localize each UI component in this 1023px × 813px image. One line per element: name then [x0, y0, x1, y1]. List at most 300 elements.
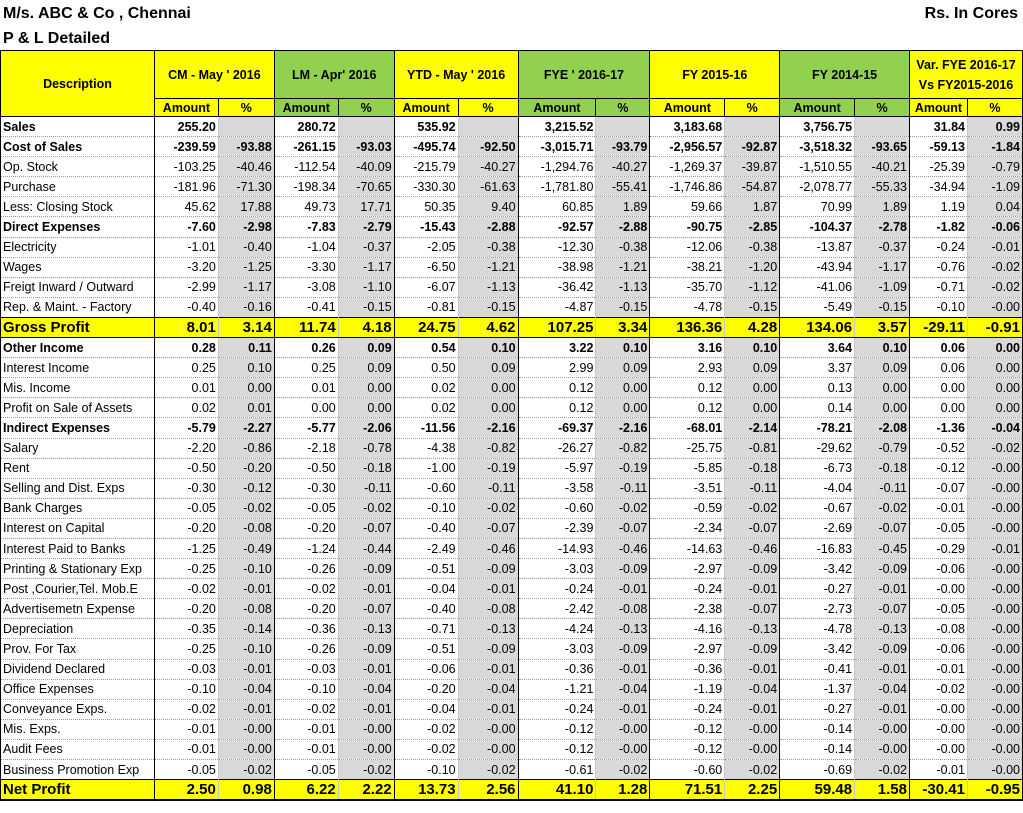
amount-cell: 0.14	[780, 398, 855, 418]
percent-cell: 0.00	[967, 358, 1022, 378]
amount-cell: -92.57	[518, 217, 596, 237]
table-row	[1, 418, 1023, 438]
table-row	[1, 137, 1023, 157]
amount-cell: 45.62	[154, 197, 218, 217]
percent-cell: -93.79	[596, 137, 650, 157]
percent-cell: -0.08	[458, 599, 518, 619]
pct-subheader: %	[855, 99, 910, 117]
percent-cell: 3.14	[218, 317, 274, 337]
percent-cell: 0.09	[725, 358, 780, 378]
percent-cell: 0.10	[596, 338, 650, 358]
amount-cell: -4.78	[780, 619, 855, 639]
percent-cell: 0.11	[218, 338, 274, 358]
table-row	[1, 317, 1023, 337]
amount-cell: -0.01	[910, 659, 968, 679]
amount-cell: -0.14	[780, 719, 855, 739]
amount-cell: -7.83	[274, 217, 338, 237]
percent-cell: -2.88	[596, 217, 650, 237]
amount-cell: 70.99	[780, 197, 855, 217]
percent-cell: 0.00	[458, 378, 518, 398]
amount-cell: -1,510.55	[780, 157, 855, 177]
row-label: Direct Expenses	[1, 217, 155, 237]
percent-cell: -0.00	[967, 699, 1022, 719]
amount-cell: -7.60	[154, 217, 218, 237]
percent-cell: -0.13	[458, 619, 518, 639]
amount-cell: -0.30	[154, 478, 218, 498]
amount-cell: 11.74	[274, 317, 338, 337]
amount-cell: -78.21	[780, 418, 855, 438]
amount-subheader: Amount	[650, 99, 725, 117]
amount-cell: -4.24	[518, 619, 596, 639]
percent-cell: -0.00	[596, 739, 650, 759]
percent-cell: -0.02	[458, 760, 518, 780]
amount-cell: 3.22	[518, 338, 596, 358]
amount-cell: 0.28	[154, 338, 218, 358]
percent-cell: -0.02	[458, 498, 518, 518]
percent-cell: -0.15	[458, 297, 518, 317]
amount-cell: -2,078.77	[780, 177, 855, 197]
percent-cell: -0.01	[218, 579, 274, 599]
amount-cell: 2.99	[518, 358, 596, 378]
amount-cell: -2.39	[518, 518, 596, 538]
percent-cell: 0.09	[458, 358, 518, 378]
amount-cell: -0.25	[154, 559, 218, 579]
percent-cell: 17.71	[338, 197, 394, 217]
amount-cell: 13.73	[394, 780, 458, 800]
amount-cell: -11.56	[394, 418, 458, 438]
percent-cell: -0.07	[338, 599, 394, 619]
percent-cell: -2.88	[458, 217, 518, 237]
amount-cell: 49.73	[274, 197, 338, 217]
table-row	[1, 217, 1023, 237]
percent-cell: -0.91	[967, 317, 1022, 337]
amount-cell: -0.10	[394, 498, 458, 518]
amount-cell: -4.04	[780, 478, 855, 498]
percent-cell: -0.00	[855, 739, 910, 759]
percent-cell: -0.13	[338, 619, 394, 639]
amount-cell: -0.60	[650, 760, 725, 780]
percent-cell: -2.16	[458, 418, 518, 438]
percent-cell: -1.84	[967, 137, 1022, 157]
table-row	[1, 498, 1023, 518]
percent-cell: -0.02	[338, 498, 394, 518]
percent-cell: -0.00	[725, 719, 780, 739]
row-label: Advertisemetn Expense	[1, 599, 155, 619]
percent-cell: -0.18	[855, 458, 910, 478]
amount-cell: -30.41	[910, 780, 968, 800]
percent-cell: 9.40	[458, 197, 518, 217]
amount-cell: 0.12	[518, 378, 596, 398]
amount-cell: -0.10	[274, 679, 338, 699]
amount-cell: -0.41	[780, 659, 855, 679]
row-label: Selling and Dist. Exps	[1, 478, 155, 498]
percent-cell: -0.04	[458, 679, 518, 699]
amount-cell: 0.02	[394, 398, 458, 418]
percent-cell: -0.38	[596, 237, 650, 257]
percent-cell: -0.01	[338, 579, 394, 599]
percent-cell: -40.09	[338, 157, 394, 177]
percent-cell: -40.46	[218, 157, 274, 177]
percent-cell: -0.15	[338, 297, 394, 317]
amount-cell: -0.61	[518, 760, 596, 780]
percent-cell: -0.01	[458, 579, 518, 599]
amount-cell: -0.50	[154, 458, 218, 478]
percent-cell	[218, 117, 274, 137]
amount-cell: -4.78	[650, 297, 725, 317]
percent-cell: -0.00	[967, 639, 1022, 659]
percent-cell: -0.00	[967, 297, 1022, 317]
amount-cell: -1,781.80	[518, 177, 596, 197]
amount-cell: -1.19	[650, 679, 725, 699]
percent-cell: 0.00	[967, 378, 1022, 398]
table-row	[1, 619, 1023, 639]
table-row	[1, 438, 1023, 458]
table-row	[1, 780, 1023, 800]
amount-cell: -1.82	[910, 217, 968, 237]
percent-cell: -0.00	[967, 679, 1022, 699]
amount-cell: -0.01	[910, 760, 968, 780]
percent-cell: -0.09	[596, 639, 650, 659]
percent-cell: -0.09	[596, 559, 650, 579]
amount-cell: -4.16	[650, 619, 725, 639]
amount-cell: 59.66	[650, 197, 725, 217]
percent-cell: -2.06	[338, 418, 394, 438]
percent-cell: -0.02	[218, 760, 274, 780]
percent-cell: -0.01	[338, 699, 394, 719]
amount-cell: -2.42	[518, 599, 596, 619]
percent-cell: -0.46	[596, 538, 650, 558]
amount-cell: -4.87	[518, 297, 596, 317]
amount-cell: 0.12	[650, 378, 725, 398]
percent-cell: -0.00	[855, 719, 910, 739]
percent-cell: -93.03	[338, 137, 394, 157]
amount-cell: 280.72	[274, 117, 338, 137]
group-header-fye: FYE ' 2016-17	[518, 51, 650, 99]
amount-subheader: Amount	[780, 99, 855, 117]
table-row	[1, 719, 1023, 739]
pl-table-body	[1, 117, 1023, 800]
amount-cell: -43.94	[780, 257, 855, 277]
table-row	[1, 398, 1023, 418]
percent-cell: -54.87	[725, 177, 780, 197]
percent-cell: -0.00	[458, 719, 518, 739]
amount-cell: 0.00	[274, 398, 338, 418]
amount-cell: -495.74	[394, 137, 458, 157]
amount-cell: -0.36	[518, 659, 596, 679]
amount-cell: -0.00	[910, 739, 968, 759]
amount-cell: -3.42	[780, 559, 855, 579]
amount-cell: 0.12	[518, 398, 596, 418]
row-label: Net Profit	[1, 780, 155, 800]
amount-cell: -0.35	[154, 619, 218, 639]
percent-cell: -0.00	[967, 719, 1022, 739]
percent-cell: -2.08	[855, 418, 910, 438]
percent-cell: 17.88	[218, 197, 274, 217]
percent-cell: -0.04	[218, 679, 274, 699]
amount-cell: -5.49	[780, 297, 855, 317]
group-header-lm: LM - Apr' 2016	[274, 51, 394, 99]
percent-cell: -2.79	[338, 217, 394, 237]
amount-cell: -0.05	[910, 518, 968, 538]
table-row	[1, 378, 1023, 398]
amount-cell: -2.20	[154, 438, 218, 458]
percent-cell: -0.79	[855, 438, 910, 458]
percent-cell: -1.13	[458, 277, 518, 297]
percent-cell	[596, 117, 650, 137]
percent-cell: -0.07	[596, 518, 650, 538]
percent-cell: -0.46	[458, 538, 518, 558]
amount-cell: -2.97	[650, 559, 725, 579]
amount-cell: 134.06	[780, 317, 855, 337]
row-label: Cost of Sales	[1, 137, 155, 157]
amount-cell: -2.97	[650, 639, 725, 659]
amount-cell: 255.20	[154, 117, 218, 137]
table-row	[1, 197, 1023, 217]
percent-cell: -0.09	[855, 559, 910, 579]
percent-cell: -0.04	[967, 418, 1022, 438]
amount-cell: -198.34	[274, 177, 338, 197]
percent-cell: -0.40	[218, 237, 274, 257]
percent-cell: 0.99	[967, 117, 1022, 137]
percent-cell: 0.00	[338, 398, 394, 418]
percent-cell: -92.87	[725, 137, 780, 157]
percent-cell: -0.07	[725, 599, 780, 619]
amount-cell: -0.50	[274, 458, 338, 478]
amount-cell: -0.24	[910, 237, 968, 257]
percent-cell: -2.14	[725, 418, 780, 438]
percent-cell: -0.01	[596, 699, 650, 719]
percent-cell: -0.02	[725, 498, 780, 518]
amount-cell: -2,956.57	[650, 137, 725, 157]
amount-cell: -1.21	[518, 679, 596, 699]
description-header: Description	[1, 51, 155, 117]
row-label: Salary	[1, 438, 155, 458]
percent-cell: -0.11	[338, 478, 394, 498]
amount-cell: -0.60	[394, 478, 458, 498]
percent-cell: 0.01	[218, 398, 274, 418]
percent-cell: 0.10	[725, 338, 780, 358]
amount-cell: -0.36	[274, 619, 338, 639]
percent-cell: 1.87	[725, 197, 780, 217]
percent-cell: 0.00	[855, 398, 910, 418]
row-label: Audit Fees	[1, 739, 155, 759]
amount-cell: -3.03	[518, 559, 596, 579]
table-row	[1, 739, 1023, 759]
percent-cell: -0.18	[725, 458, 780, 478]
percent-cell: -1.13	[596, 277, 650, 297]
amount-cell: 6.22	[274, 780, 338, 800]
amount-cell: -0.03	[154, 659, 218, 679]
percent-cell: -0.00	[967, 559, 1022, 579]
amount-cell: 0.06	[910, 358, 968, 378]
amount-cell: -3.42	[780, 639, 855, 659]
amount-cell: -2.34	[650, 518, 725, 538]
amount-cell: -0.60	[518, 498, 596, 518]
table-row	[1, 338, 1023, 358]
table-row	[1, 117, 1023, 137]
percent-cell: -0.13	[855, 619, 910, 639]
amount-cell: -0.00	[910, 579, 968, 599]
percent-cell: 3.57	[855, 317, 910, 337]
amount-cell: -12.30	[518, 237, 596, 257]
amount-cell: -0.76	[910, 257, 968, 277]
amount-cell: -35.70	[650, 277, 725, 297]
row-label: Printing & Stationary Exp	[1, 559, 155, 579]
percent-cell: -0.00	[967, 498, 1022, 518]
amount-cell: -0.24	[650, 699, 725, 719]
amount-cell: -2.38	[650, 599, 725, 619]
amount-cell: -2.49	[394, 538, 458, 558]
percent-cell: 0.00	[967, 338, 1022, 358]
row-label: Wages	[1, 257, 155, 277]
amount-cell: 50.35	[394, 197, 458, 217]
percent-cell: -0.13	[596, 619, 650, 639]
pct-subheader: %	[596, 99, 650, 117]
percent-cell: -55.33	[855, 177, 910, 197]
report-title: P & L Detailed	[3, 30, 110, 47]
amount-cell: 41.10	[518, 780, 596, 800]
amount-cell: -6.73	[780, 458, 855, 478]
company-title: M/s. ABC & Co , Chennai	[3, 5, 191, 22]
group-header-cm: CM - May ' 2016	[154, 51, 274, 99]
amount-cell: -0.40	[394, 518, 458, 538]
amount-cell: -1.37	[780, 679, 855, 699]
percent-cell: -70.65	[338, 177, 394, 197]
row-label: Rent	[1, 458, 155, 478]
percent-cell: -0.00	[967, 739, 1022, 759]
percent-cell: -0.02	[338, 760, 394, 780]
amount-cell: 24.75	[394, 317, 458, 337]
row-label: Mis. Exps.	[1, 719, 155, 739]
amount-cell: -0.20	[274, 599, 338, 619]
percent-cell: -0.02	[596, 498, 650, 518]
percent-cell: 0.04	[967, 197, 1022, 217]
amount-cell: -0.24	[518, 699, 596, 719]
amount-cell: -59.13	[910, 137, 968, 157]
percent-cell: -1.09	[855, 277, 910, 297]
amount-cell: 136.36	[650, 317, 725, 337]
row-label: Other Income	[1, 338, 155, 358]
amount-cell: -2.18	[274, 438, 338, 458]
percent-cell: -55.41	[596, 177, 650, 197]
amount-cell: -1,746.86	[650, 177, 725, 197]
percent-cell: -0.07	[725, 518, 780, 538]
amount-cell: -36.42	[518, 277, 596, 297]
amount-cell: -0.02	[394, 739, 458, 759]
amount-cell: -16.83	[780, 538, 855, 558]
amount-subheader: Amount	[910, 99, 968, 117]
amount-cell: -0.12	[518, 739, 596, 759]
amount-cell: -0.12	[650, 719, 725, 739]
percent-cell: -0.46	[725, 538, 780, 558]
percent-cell: -0.18	[338, 458, 394, 478]
amount-cell: -103.25	[154, 157, 218, 177]
amount-cell: -0.06	[910, 639, 968, 659]
amount-cell: -0.05	[154, 760, 218, 780]
amount-cell: -0.05	[274, 498, 338, 518]
table-row	[1, 699, 1023, 719]
amount-cell: -0.71	[394, 619, 458, 639]
percent-cell: 0.00	[725, 398, 780, 418]
amount-cell: -3.51	[650, 478, 725, 498]
table-row	[1, 177, 1023, 197]
amount-cell: -0.01	[154, 739, 218, 759]
percent-cell: -0.44	[338, 538, 394, 558]
percent-cell: -92.50	[458, 137, 518, 157]
percent-cell: 0.00	[596, 378, 650, 398]
amount-cell: -0.04	[394, 579, 458, 599]
amount-cell: -0.10	[910, 297, 968, 317]
percent-cell: -0.00	[967, 760, 1022, 780]
percent-cell: -0.00	[218, 719, 274, 739]
percent-cell: -0.04	[338, 679, 394, 699]
percent-cell: -0.14	[218, 619, 274, 639]
percent-cell: 0.09	[338, 338, 394, 358]
percent-cell: -1.17	[855, 257, 910, 277]
percent-cell: -0.00	[967, 619, 1022, 639]
percent-cell: -61.63	[458, 177, 518, 197]
amount-cell: -0.06	[910, 559, 968, 579]
percent-cell: -1.17	[218, 277, 274, 297]
percent-cell: -0.09	[338, 639, 394, 659]
percent-cell: 1.58	[855, 780, 910, 800]
row-label: Mis. Income	[1, 378, 155, 398]
amount-cell: -0.40	[394, 599, 458, 619]
row-label: Indirect Expenses	[1, 418, 155, 438]
table-row	[1, 559, 1023, 579]
table-row	[1, 518, 1023, 538]
percent-cell: 1.89	[596, 197, 650, 217]
percent-cell: -0.15	[855, 297, 910, 317]
amount-cell: -0.02	[274, 579, 338, 599]
group-header-fy1415: FY 2014-15	[780, 51, 910, 99]
percent-cell: -0.11	[596, 478, 650, 498]
amount-cell: 3,756.75	[780, 117, 855, 137]
amount-cell: -104.37	[780, 217, 855, 237]
percent-cell: -39.87	[725, 157, 780, 177]
pct-subheader: %	[967, 99, 1022, 117]
table-row	[1, 358, 1023, 378]
amount-cell: 0.25	[154, 358, 218, 378]
amount-cell: -0.24	[650, 579, 725, 599]
amount-cell: -0.26	[274, 559, 338, 579]
amount-cell: 31.84	[910, 117, 968, 137]
table-row	[1, 237, 1023, 257]
percent-cell: -1.17	[338, 257, 394, 277]
pl-table	[0, 50, 1023, 801]
percent-cell: -2.78	[855, 217, 910, 237]
percent-cell: -2.85	[725, 217, 780, 237]
percent-cell: -0.19	[458, 458, 518, 478]
percent-cell: -0.82	[458, 438, 518, 458]
amount-cell: -5.85	[650, 458, 725, 478]
amount-cell: -1,269.37	[650, 157, 725, 177]
row-label: Prov. For Tax	[1, 639, 155, 659]
amount-cell: 107.25	[518, 317, 596, 337]
percent-cell: -2.98	[218, 217, 274, 237]
amount-cell: -330.30	[394, 177, 458, 197]
percent-cell: 2.25	[725, 780, 780, 800]
amount-subheader: Amount	[394, 99, 458, 117]
amount-cell: -90.75	[650, 217, 725, 237]
amount-cell: -3.30	[274, 257, 338, 277]
amount-cell: -26.27	[518, 438, 596, 458]
row-label: Freigt Inward / Outward	[1, 277, 155, 297]
amount-cell: 60.85	[518, 197, 596, 217]
amount-cell: -2.05	[394, 237, 458, 257]
amount-cell: 0.26	[274, 338, 338, 358]
percent-cell: 0.00	[458, 398, 518, 418]
